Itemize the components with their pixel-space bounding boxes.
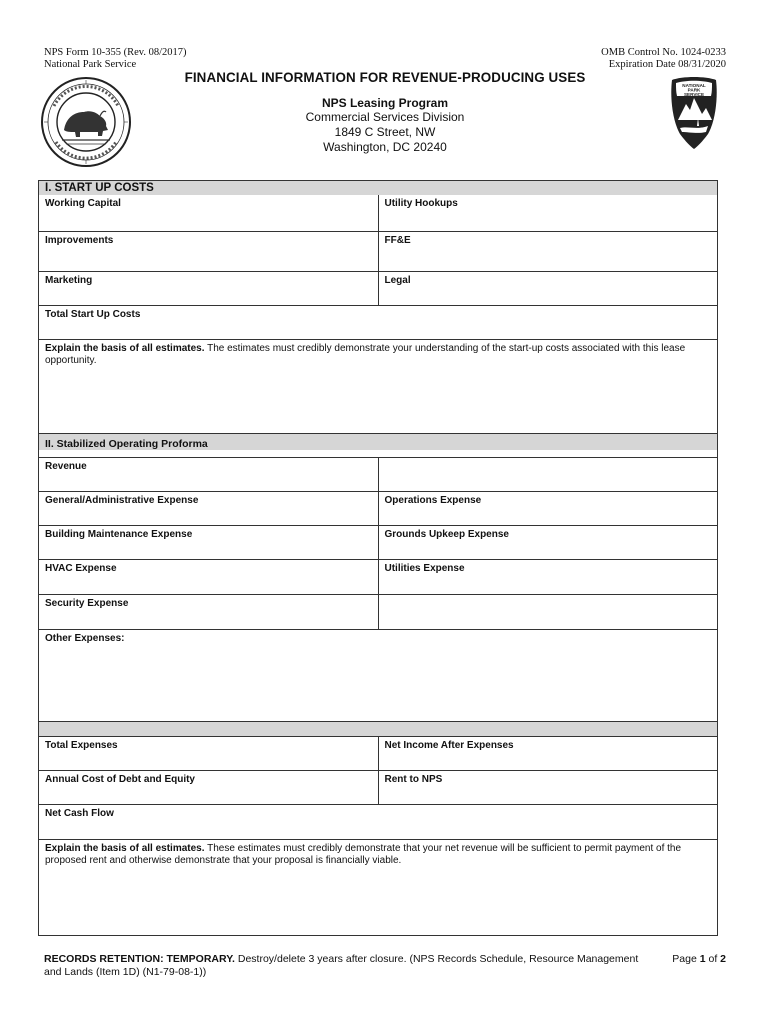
proforma-row-totals	[39, 736, 717, 770]
gray-divider	[39, 722, 717, 736]
grounds-upkeep-expense-field[interactable]: Grounds Upkeep Expense	[378, 526, 718, 559]
proforma-row-3	[39, 525, 717, 559]
marketing-field[interactable]: Marketing	[45, 275, 93, 286]
department-of-interior-seal-icon	[40, 76, 132, 168]
utilities-expense-field[interactable]: Utilities Expense	[378, 560, 718, 594]
retention-lead: RECORDS RETENTION: TEMPORARY.	[44, 953, 235, 965]
form-number: NPS Form 10-355 (Rev. 08/2017)	[44, 47, 187, 58]
gray-divider-row	[39, 721, 717, 736]
startup-total-row	[39, 305, 717, 339]
proforma-row-revenue	[39, 457, 717, 491]
other-expenses-field[interactable]: Other Expenses:	[45, 633, 125, 644]
security-value-field[interactable]	[378, 595, 718, 629]
page-prefix: Page	[672, 953, 700, 965]
total-startup-costs-field[interactable]: Total Start Up Costs	[45, 309, 141, 320]
section1-heading: I. START UP COSTS	[39, 181, 717, 195]
street-address: 1849 C Street, NW	[334, 125, 436, 139]
hvac-expense-field[interactable]: HVAC Expense	[45, 563, 117, 574]
utility-hookups-field[interactable]: Utility Hookups	[378, 195, 718, 231]
other-expenses-row	[39, 629, 717, 721]
form-id-block	[44, 47, 187, 71]
financial-form-table	[38, 180, 718, 936]
page-number	[672, 953, 726, 965]
title-block	[150, 70, 620, 155]
page-current: 1	[699, 953, 706, 965]
proforma-explain-row	[39, 839, 717, 935]
rent-to-nps-field[interactable]: Rent to NPS	[378, 771, 718, 804]
nps-arrowhead-logo-icon	[668, 74, 720, 150]
omb-block	[601, 47, 726, 71]
net-cash-flow-field[interactable]: Net Cash Flow	[45, 808, 114, 819]
startup-explain-lead: Explain the basis of all estimates.	[45, 343, 205, 354]
division-name: Commercial Services Division	[305, 110, 465, 124]
page-of: of	[705, 953, 721, 965]
program-name: NPS Leasing Program	[321, 96, 449, 110]
startup-row-2	[39, 231, 717, 271]
ffe-field[interactable]: FF&E	[378, 232, 718, 271]
net-cash-flow-row	[39, 804, 717, 839]
form-title: FINANCIAL INFORMATION FOR REVENUE-PRODUCING USES	[184, 70, 586, 85]
total-expenses-field[interactable]: Total Expenses	[45, 740, 118, 751]
proforma-explain-field[interactable]	[39, 840, 717, 935]
revenue-field[interactable]: Revenue	[45, 461, 87, 472]
operations-expense-field[interactable]: Operations Expense	[378, 492, 718, 525]
startup-explain-field[interactable]	[39, 340, 717, 433]
startup-explain-text: The estimates must credibly demonstrate your understanding of the start-up costs associated with this lease opportunity.	[45, 343, 686, 366]
building-maintenance-expense-field[interactable]: Building Maintenance Expense	[45, 529, 193, 540]
working-capital-field[interactable]: Working Capital	[45, 198, 121, 209]
startup-row-3	[39, 271, 717, 305]
general-admin-expense-field[interactable]: General/Administrative Expense	[45, 495, 199, 506]
retention-text: Destroy/delete 3 years after closure. (NPS Records Schedule, Resource Management and Lands (Item 1D) (N1-79-08-1))	[44, 953, 639, 978]
page-total: 2	[720, 953, 726, 965]
debt-equity-field[interactable]: Annual Cost of Debt and Equity	[45, 774, 195, 785]
section2-heading: II. Stabilized Operating Proforma	[39, 434, 717, 450]
revenue-value-field[interactable]	[378, 458, 718, 491]
records-retention-note	[44, 953, 654, 979]
omb-control-number: OMB Control No. 1024-0233	[601, 47, 726, 58]
proforma-row-debt	[39, 770, 717, 804]
startup-explain-row	[39, 339, 717, 433]
proforma-row-4	[39, 559, 717, 594]
legal-field[interactable]: Legal	[378, 272, 718, 305]
nps-logo-line-3: SERVICE	[683, 92, 705, 97]
expiration-date: Expiration Date 08/31/2020	[608, 59, 726, 70]
proforma-explain-text: These estimates must credibly demonstrate that your net revenue will be sufficient to permit payment of the proposed rent and otherwise demonstrate that your proposal is financially viable.	[45, 843, 682, 866]
net-income-field[interactable]: Net Income After Expenses	[378, 737, 718, 770]
section1-heading-row	[39, 181, 717, 195]
security-expense-field[interactable]: Security Expense	[45, 598, 129, 609]
startup-row-1	[39, 195, 717, 231]
proforma-row-2	[39, 491, 717, 525]
improvements-field[interactable]: Improvements	[45, 235, 114, 246]
proforma-row-5	[39, 594, 717, 629]
proforma-explain-lead: Explain the basis of all estimates.	[45, 843, 205, 854]
section2-heading-row	[39, 433, 717, 457]
nps-logo-line-2: PARK	[687, 87, 701, 93]
nps-logo-line-1: NATIONAL	[682, 83, 706, 88]
city-address: Washington, DC 20240	[323, 140, 447, 154]
agency-name: National Park Service	[44, 59, 137, 70]
